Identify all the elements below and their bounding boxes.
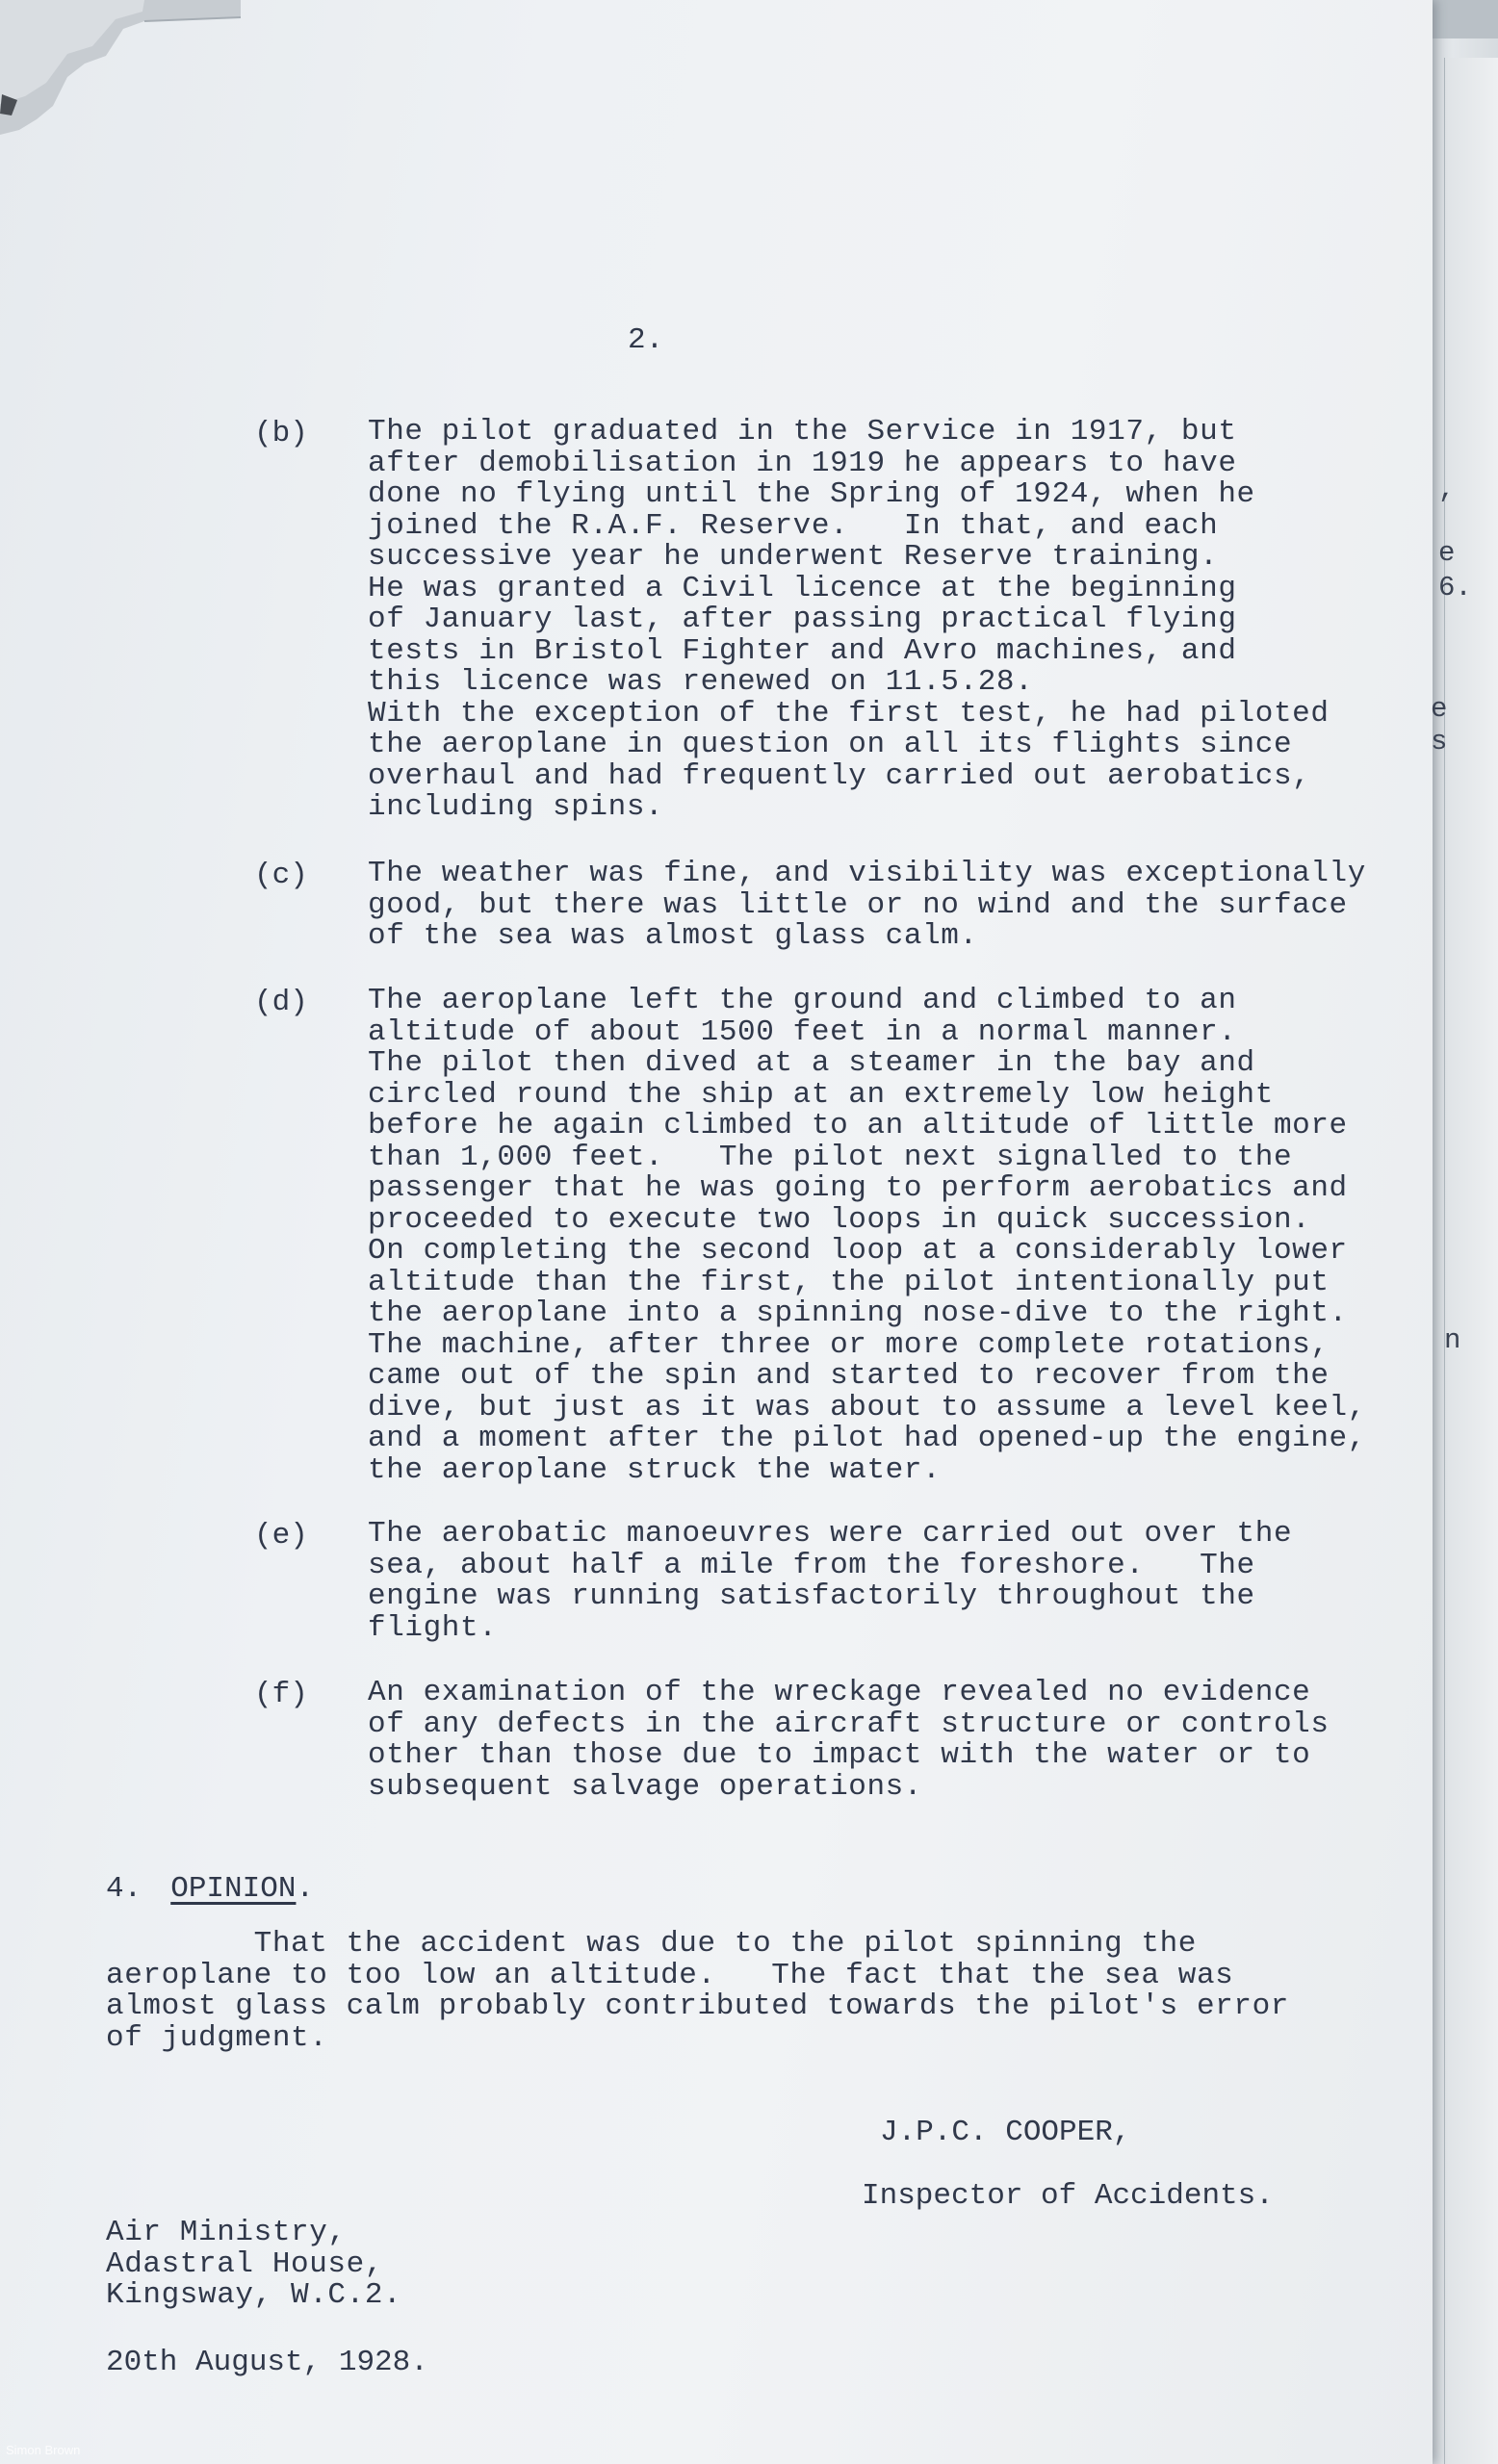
paragraph-body [368,417,1330,824]
text-line: than 1,000 feet. The pilot next signalled to the [368,1140,1293,1174]
margin-fragment: , [1438,474,1456,505]
text-line: overhaul and had frequently carried out aerobatics, [368,758,1311,793]
text-line: the aeroplane into a spinning nose-dive to the right. [368,1296,1348,1330]
text-line: altitude than the first, the pilot intentionally put [368,1265,1330,1299]
address-block [106,2218,401,2312]
paragraph-label: (c) [254,859,308,892]
text-line: The pilot graduated in the Service in 1917, but [368,415,1237,449]
photo-credit: Simon Brown [6,2443,81,2457]
paragraph-label: (b) [254,417,308,450]
signature-title: Inspector of Accidents. [862,2179,1274,2213]
text-line: sea, about half a mile from the foreshore. The [368,1548,1255,1582]
page-number: 2. [628,323,664,357]
paragraph-body [368,986,1366,1486]
text-line: before he again climbed to an altitude of little more [368,1109,1348,1142]
text-line: The aeroplane left the ground and climbed to an [368,984,1237,1017]
text-line: circled round the ship at an extremely low height [368,1077,1274,1112]
text-line: of judgment. [106,2020,328,2055]
text-line: of the sea was almost glass calm. [368,919,978,953]
paragraph-label: (f) [254,1678,308,1711]
text-line: this licence was renewed on 11.5.28. [368,665,1034,699]
text-line: proceeded to execute two loops in quick succession. [368,1202,1311,1237]
text-line: engine was running satisfactorily throughout the [368,1579,1255,1613]
underlying-page-edge-2 [1444,58,1498,2464]
margin-fragment: 6. [1438,572,1472,603]
paragraph-body [368,859,1366,953]
text-line: good, but there was little or no wind and the surface [368,887,1348,922]
margin-fragment: n [1444,1324,1461,1356]
section-title: OPINION [170,1872,297,1906]
text-line: altitude of about 1500 feet in a normal manner. [368,1014,1237,1049]
address-line: Air Ministry, [106,2216,347,2249]
text-line: and a moment after the pilot had opened-up the engine, [368,1422,1366,1455]
paragraph-body [368,1678,1330,1803]
margin-fragment: e [1431,693,1448,725]
text-line: The aerobatic manoeuvres were carried out over the [368,1517,1293,1551]
text-line: The pilot then dived at a steamer in the bay and [368,1046,1255,1080]
text-line: The weather was fine, and visibility was exceptionally [368,857,1366,890]
margin-fragment: s [1431,726,1448,757]
text-line: On completing the second loop at a considerably lower [368,1234,1348,1268]
margin-fragment: e [1438,537,1456,569]
text-line: after demobilisation in 1919 he appears to have [368,446,1237,480]
text-line: of any defects in the aircraft structure or controls [368,1707,1330,1741]
address-line: Adastral House, [106,2246,384,2281]
opinion-text [106,1929,1289,2054]
text-line: successive year he underwent Reserve training. [368,540,1219,574]
section-title-suffix: . [296,1872,315,1906]
text-line: the aeroplane struck the water. [368,1452,942,1487]
section-number: 4. [106,1872,142,1906]
text-line: subsequent salvage operations. [368,1769,923,1804]
text-line: tests in Bristol Fighter and Avro machines, and [368,633,1237,668]
text-line: dive, but just as it was about to assume a level keel, [368,1390,1366,1424]
text-line: flight. [368,1610,498,1645]
text-line: came out of the spin and started to recover from the [368,1359,1330,1393]
opinion-heading [106,1872,314,1906]
text-line: An examination of the wreckage revealed no evidence [368,1676,1311,1709]
document-date: 20th August, 1928. [106,2346,428,2379]
text-line: other than those due to impact with the water or to [368,1738,1311,1772]
paragraph-body [368,1519,1292,1644]
text-line: He was granted a Civil licence at the beginning [368,571,1237,605]
text-line: aeroplane to too low an altitude. The fact that the sea was [106,1958,1234,1992]
text-line: passenger that he was going to perform aerobatics and [368,1171,1348,1205]
paragraph-label: (d) [254,986,308,1019]
text-line: including spins. [368,790,664,824]
text-line: That the accident was due to the pilot spinning the [106,1927,1197,1961]
address-line: Kingsway, W.C.2. [106,2278,402,2312]
torn-corner [0,0,250,144]
paragraph-label: (e) [254,1519,308,1553]
text-line: joined the R.A.F. Reserve. In that, and each [368,508,1219,543]
text-line: done no flying until the Spring of 1924, when he [368,477,1255,511]
text-line: The machine, after three or more complete rotations, [368,1327,1330,1362]
text-line: of January last, after passing practical flying [368,603,1237,636]
signature-name: J.P.C. COOPER, [880,2116,1131,2149]
text-line: the aeroplane in question on all its flights since [368,728,1293,761]
text-line: almost glass calm probably contributed towards the pilot's error [106,1989,1289,2023]
text-line: With the exception of the first test, he had piloted [368,696,1330,731]
